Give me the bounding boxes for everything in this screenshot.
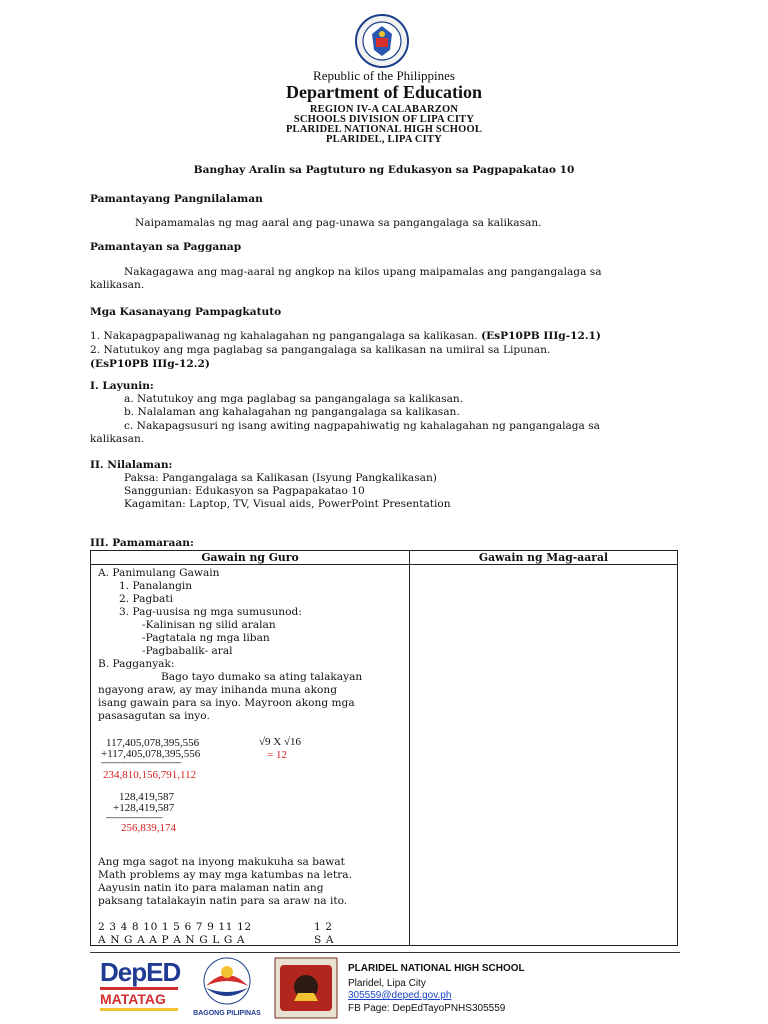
- section-heading-layunin: I. Layunin:: [90, 380, 154, 392]
- code-letters-1: A N G A A P A N G L G A: [98, 934, 246, 946]
- pagganyak-p2-l3: Aayusin natin ito para malaman natin ang: [98, 882, 324, 894]
- pagganyak-p2-l4: paksang tatalakayin natin para sa araw na ito.: [98, 895, 348, 907]
- header-republic: Republic of the Philippines: [313, 68, 455, 83]
- header-department: Department of Education: [286, 82, 482, 102]
- section-text-pagganap-2: kalikasan.: [90, 279, 145, 291]
- section-text-pangnilalaman: Naipamamalas ng mag aaral ang pag-unawa sa pangangalaga sa kalikasan.: [135, 217, 542, 229]
- kasanayan-item-2-code: (EsP10PB IIIg-12.2): [90, 358, 210, 370]
- panimulang-sub-3: -Pagbabalik- aral: [142, 645, 233, 657]
- nilalaman-kagamitan: Kagamitan: Laptop, TV, Visual aids, PowerPoint Presentation: [124, 498, 451, 510]
- math-problem-2-answer: = 12: [267, 749, 287, 761]
- layunin-c-1: c. Nakapagsusuri ng isang awiting nagpapahiwatig ng kahalagahan ng pangangalaga sa: [124, 420, 600, 432]
- bagong-pilipinas-text: BAGONG PILIPINAS: [193, 1010, 261, 1017]
- pagganyak-p1-l3: isang gawain para sa inyo. Mayroon akong mga: [98, 697, 355, 709]
- panimulang-item-1: 1. Panalangin: [119, 580, 193, 592]
- section-text-pagganap-1: Nakagagawa ang mag-aaral ng angkop na kilos upang maipamalas ang pangangalaga sa: [124, 266, 602, 278]
- footer-divider: [90, 952, 680, 953]
- panimulang-heading: A. Panimulang Gawain: [98, 567, 220, 579]
- page-title: Banghay Aralin sa Pagtuturo ng Edukasyon sa Pagpapakatao 10: [193, 164, 575, 176]
- layunin-c-2: kalikasan.: [90, 433, 145, 445]
- kasanayan-item-1-code: (EsP10PB IIIg-12.1): [481, 330, 601, 342]
- math-problem-2: √9 X √16: [259, 736, 302, 748]
- kasanayan-item-2: 2. Natutukoy ang mga paglabag sa pangangalaga sa kalikasan na umiiral sa Lipunan.: [90, 344, 551, 356]
- panimulang-sub-1: -Kalinisan ng silid aralan: [142, 619, 276, 631]
- pagganyak-p2-l1: Ang mga sagot na inyong makukuha sa bawat: [98, 856, 345, 868]
- header-region: REGION IV-A CALABARZON: [309, 104, 459, 115]
- kasanayan-item-1: [90, 330, 601, 343]
- bagong-pilipinas-icon: [192, 956, 262, 1006]
- pagganyak-p1-l4: pasasagutan sa inyo.: [98, 710, 210, 722]
- deped-matatag-logo: [100, 958, 180, 1016]
- math-problem-1-line: -------------------------------------: [101, 758, 182, 767]
- section-heading-kasanayan: Mga Kasanayang Pampagkatuto: [90, 306, 282, 318]
- section-heading-pangnilalaman: Pamantayang Pangnilalaman: [90, 193, 263, 205]
- pagganyak-p1-l1: Bago tayo dumako sa ating talakayan: [161, 671, 363, 683]
- bagong-pilipinas-logo: [192, 956, 262, 1018]
- math-problem-3-line: --------------------------: [106, 813, 163, 822]
- code-letters-2: S A: [314, 934, 335, 946]
- layunin-a: a. Natutukoy ang mga paglabag sa pangangalaga sa kalikasan.: [124, 393, 464, 405]
- footer-email-link[interactable]: 305559@deped.gov.ph: [348, 990, 452, 1001]
- footer-school-name: PLARIDEL NATIONAL HIGH SCHOOL: [348, 963, 525, 974]
- table-header-mag-aaral: Gawain ng Mag-aaral: [410, 551, 678, 565]
- code-numbers-1: 2 3 4 8 10 1 5 6 7 9 11 12: [98, 921, 252, 933]
- layunin-b: b. Nalalaman ang kahalagahan ng pangangalaga sa kalikasan.: [124, 406, 460, 418]
- footer-address: Plaridel, Lipa City: [348, 978, 426, 989]
- table-cell-guro: [91, 565, 410, 946]
- math-problem-1-b: +117,405,078,395,556: [101, 748, 201, 760]
- section-heading-nilalaman: II. Nilalaman:: [90, 459, 173, 471]
- school-logo-icon: [274, 957, 338, 1019]
- section-heading-pagganap: Pamantayan sa Pagganap: [90, 241, 242, 253]
- math-problem-3-b: +128,419,587: [113, 802, 175, 814]
- kasanayan-item-1-text: 1. Nakapagpapaliwanag ng kahalagahan ng pangangalaga sa kalikasan.: [90, 330, 482, 342]
- matatag-logo-text: MATATAG: [100, 991, 166, 1007]
- pagganyak-heading: B. Pagganyak:: [98, 658, 175, 670]
- nilalaman-paksa: Paksa: Pangangalaga sa Kalikasan (Isyung Pangkalikasan): [124, 472, 437, 484]
- math-problem-1-answer: 234,810,156,791,112: [103, 769, 197, 781]
- pagganyak-p1-l2: ngayong araw, ay may inihanda muna akong: [98, 684, 337, 696]
- pagganyak-p2-l2: Math problems ay may mga katumbas na letra.: [98, 869, 352, 881]
- section-heading-pamamaraan: III. Pamamaraan:: [90, 537, 194, 549]
- math-problem-3-answer: 256,839,174: [121, 822, 176, 834]
- table-header-guro: Gawain ng Guro: [91, 551, 410, 565]
- math-problem-3-a: 128,419,587: [119, 791, 174, 803]
- nilalaman-sanggunian: Sanggunian: Edukasyon sa Pagpapakatao 10: [124, 485, 365, 497]
- header-address: PLARIDEL, LIPA CITY: [326, 134, 442, 145]
- header-division: SCHOOLS DIVISION OF LIPA CITY: [293, 114, 475, 125]
- panimulang-item-3: 3. Pag-uusisa ng mga sumusunod:: [119, 606, 302, 618]
- deped-seal-icon: [355, 14, 409, 68]
- panimulang-item-2: 2. Pagbati: [119, 593, 173, 605]
- pamamaraan-table: [90, 550, 678, 946]
- math-problem-1-a: 117,405,078,395,556: [106, 737, 200, 749]
- header-school: PLARIDEL NATIONAL HIGH SCHOOL: [285, 124, 483, 135]
- footer-fb-page: FB Page: DepEdTayoPNHS305559: [348, 1003, 506, 1014]
- panimulang-sub-2: -Pagtatala ng mga liban: [142, 632, 270, 644]
- code-numbers-2: 1 2: [314, 921, 333, 933]
- table-cell-mag-aaral: [410, 565, 678, 946]
- deped-logo-text: DepED: [100, 957, 181, 987]
